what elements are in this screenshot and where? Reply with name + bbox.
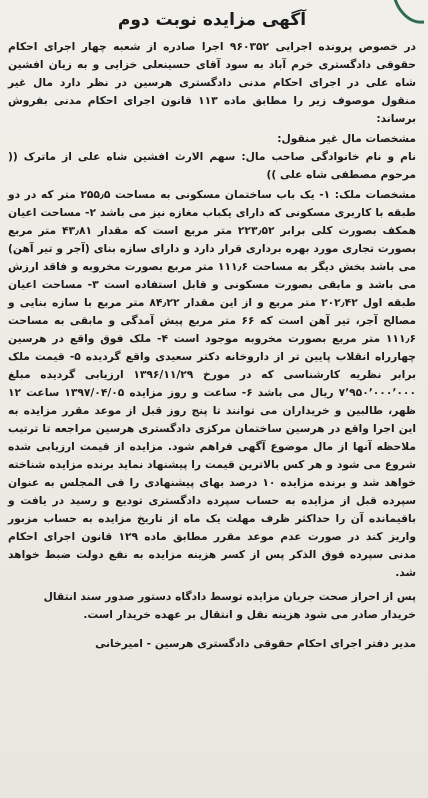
property-specs: مشخصات ملک: ۱- یک باب ساختمان مسکونی به مساحت ۲۵۵٫۵ متر که در دو طبقه با کاربری مسکونی که دارای یکباب مغازه نیز می باشد ۲- مساحت اعیان همکف بصورت کلی برابر ۲۲۳٫۵۲ متر مربع است که مقدار ۴۳٫۸۱ متر مربع بصورت تجاری مورد بهره برداری قرار دارد و دارای سازه بنای (آجر و تیر آهن) می باشد بخش دیگر به مساحت ۱۱۱٫۶ متر مربع بصورت مخروبه و فاقد ارزش می باشد و مابقی بصورت مسکونی و قابل استفاده است ۳- مساحت اعیان طبقه اول ۲۰۲٫۴۲ متر مربع و از این مقدار ۸۴٫۲۲ متر مربع با سازه بنایی و مصالح آجر، تیر آهن است که ۶۶ متر مربع پیش آمدگی و مابقی به مساحت ۱۱۱٫۶ متر مربع بصورت مخروبه موجود است ۴- ملک فوق واقع در هرسین چهارراه انقلاب پایین تر از داروخانه دکتر سعیدی واقع گردیده ۵- قیمت ملک برابر نظریه کارشناسی که در مورخ ۱۳۹۶/۱۱/۲۹ ارزیابی گردیده مبلغ ۷٬۹۵۰٬۰۰۰٬۰۰۰ ریال می باشد ۶- ساعت و روز مزایده ۱۳۹۷/۰۴/۰۵ ساعت ۱۲ ظهر، طالبین و خریداران می توانند تا پنج روز قبل از موعد مقرر مزایده به این اجرا واقع در هرسین ساختمان مرکزی دادگستری هرسین مراجعه تا ترتیب ملاحظه آنها از مال موضوع آگهی فراهم شود. مزایده از قیمت ارزیابی شده شروع می شود و هر کس بالاترین قیمت را پیشنهاد نماید برنده مزایده شناخته خواهد شد و برنده مزایده ۱۰ درصد بهای پیشنهادی را فی المجلس به عنوان سپرده قبل از مزایده به حساب سپرده دادگستری تودیع و رسید در یافت و باقیمانده آن را حداکثر ظرف مهلت یک ماه از تاریخ مزایده به حساب مزبور واریز کند در صورت عدم موعد مقرر مطابق ماده ۱۲۹ قانون اجرای احکام مدنی سپرده فوق الذکر پس از کسر هزینه مزایده به نفع دولت ضبط خواهد شد. — [8, 188, 417, 579]
corner-stroke-decoration — [386, 0, 426, 34]
notice-signature: مدیر دفتر اجرای احکام حقوقی دادگستری هرسین - امیرخانی — [95, 636, 416, 650]
owner-line: نام و نام خانوادگی صاحب مال: سهم الارث افشین شاه علی از ماترک (( مرحوم مصطفی شاه علی )) — [8, 150, 416, 181]
property-heading: مشخصات مال غیر منقول: — [277, 132, 416, 145]
notice-title: آگهی مزایده نوبت دوم — [117, 10, 307, 30]
notice-intro: در خصوص پرونده اجرایی ۹۶۰۳۵۲ اجرا صادره از شعبه چهار اجرای احکام حقوقی دادگستری خرم آباد به سود آقای حسینعلی خزایی و به زیان افشین شاه علی در اجرای احکام مدنی دادگستری هرسین در نظر دارد مال غیر منقول موصوف زیر را مطابق ماده ۱۱۳ قانون اجرای احکام مدنی بفروش برساند: — [8, 40, 416, 125]
notice-closing: پس از احراز صحت جریان مزایده توسط دادگاه دستور صدور سند انتقال خریدار صادر می شود هزینه نقل و انتقال بر عهده خریدار است. — [43, 590, 416, 621]
